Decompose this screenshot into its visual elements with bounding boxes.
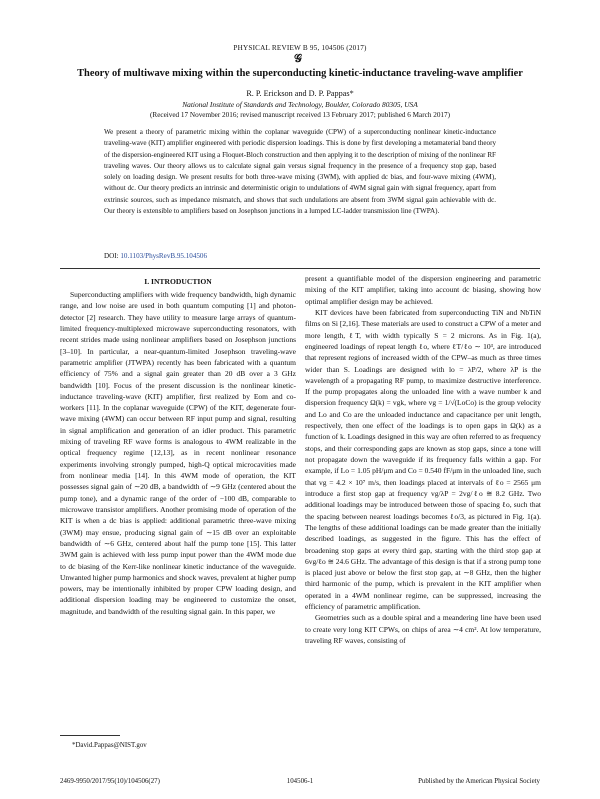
abstract: We present a theory of parametric mixing within the coplanar waveguide (CPW) of a superconducting nonlinear kinetic-inductance traveling-wave (KIT) amplifier engineered with periodic dispersion loadings. This is done by first developing a metamaterial band theory of the dispersion-engineered KIT using a Floquet-Bloch construction and then applying it to the description of mixing of the nonlinear RF traveling waves. Our theory allows us to calculate signal gain versus signal frequency in the presence of a frequency stop gap, based solely on loading design. We present results for both three-wave mixing (3WM), with applied dc bias, and four-wave mixing (4WM), without dc. Our theory predicts an intrinsic and deterministic origin to undulations of 4WM signal gain with signal frequency, apart from extrinsic sources, such as impedance mismatch, and shows that such undulations are absent from 3WM signal gain achievable with dc. Our theory is extensible to amplifiers based on Josephson junctions in a lumped LC-ladder transmission line (TWPA). [104, 128, 496, 216]
section-heading: I. INTRODUCTION [144, 277, 212, 286]
author-list: R. P. Erickson and D. P. Pappas* [246, 89, 354, 98]
journal-header: PHYSICAL REVIEW B 95, 104506 (2017) [233, 44, 367, 52]
footnote-email[interactable]: *David.Pappas@NIST.gov [72, 742, 147, 749]
footer-publisher: Published by the American Physical Society [418, 778, 540, 785]
continued-paragraph: present a quantifiable model of the dispersion engineering and parametric mixing of the KIT amplifier, taking into account dc biasing, showing how optimal amplifier design may be achieved. [305, 274, 541, 306]
kit-devices-paragraph: KIT devices have been fabricated from superconducting TiN and NbTiN films on Si [2,16]. These materials are used to construct a CPW of a meter and more length, ℓT, with width typically S = 2 microns. As in Fig. 1(a), engineered loadings of repeat length ℓo, where ℓT/ℓo ∼ 10³, are introduced that represent regions of increased width of the CPW–as much as three times wider than S. Loadings are designed with lo = λP/2, where λP is the wavelength of a propagating RF pump, to maximize destructive interference. If the pump propagates along the unloaded line with a wave number k and dispersion frequency Ω(k) = vgk, where vg = 1/√(LoCo) is the group velocity and Lo and Co are the unloaded inductance and capacitance per unit length, respectively, then one effect of the loadings is to open gaps in Ω(k) as a function of k. Loadings designed in this way are often referred to as frequency stops, and their corresponding gaps are known as stop gaps, since a tone will not propagate down the waveguide if its frequency falls within a gap. For example, if Lo = 1.05 pH/μm and Co = 0.540 fF/μm in the unloaded line, such that vg = 4.2 × 10⁷ m/s, then loadings placed at intervals of ℓo = 2565 μm introduce a first stop gap at frequency vg/λP = 2vg/ℓo ≅ 8.2 GHz. Two additional loadings may be introduced between those of spacing ℓo, such that the spacing between nearest loadings becomes ℓo/3, as pictured in Fig. 1(a). The lengths of these additional loadings can be made greater than the initially described loadings, as suggested in the figure. This has the effect of broadening stop gaps at every third gap, starting with the third stop gap at 6vg/ℓo ≅ 24.6 GHz. The advantage of this design is that if a strong pump tone is placed just above or below the first stop gap, at ∼8 GHz, then the higher third harmonic of the pump, which is prevalent in the KIT amplifier when operated in a 4WM nonlinear regime, can be suppressed, increasing the efficiency of parametric amplification. [305, 307, 541, 612]
right-column [305, 273, 541, 646]
footer-page-number: 104506-1 [286, 778, 314, 785]
publication-dates: (Received 17 November 2016; revised manuscript received 13 February 2017; published 6 March 2017) [150, 111, 450, 119]
doi-link[interactable]: 10.1103/PhysRevB.95.104506 [120, 252, 208, 260]
doi-label: DOI: [104, 252, 119, 260]
intro-paragraph: Superconducting amplifiers with wide frequency bandwidth, high dynamic range, and low noise are used in both quantum computing [1] and photon-detector [2] research. They have utility to measure large arrays of quantum-limited frequency-multiplexed microwave superconducting resonators, with recent strides made using nonlinear amplifiers based on Josephson junctions [3–10]. In particular, a near-quantum-limited Josephson traveling-wave parametric amplifier (JTWPA) recently has been fabricated with a quantum efficiency of 75% and a signal gain greater than 20 dB over a 3 GHz bandwidth [10]. Focus of the present discussion is the nonlinear kinetic-inductance traveling-wave (KIT) amplifier, first realized by Eom and co-workers [11]. In the coplanar waveguide (CPW) of the KIT, degenerate four-wave mixing (4WM) can occur between RF input pump and signal, resulting in signal amplification and generation of an idler product. This parametric mixing of traveling RF wave forms is analogous to 4WM realizable in the optical frequency regime [12,13], as in recent nonlinear resonance experiments involving strongly pumped, high-Q optical microcavities made from nonlinear media [14]. In this 4WM mode of operation, the KIT possesses signal gain of ∼20 dB, a bandwidth of ∼9 GHz (centered about the pump tone), and a dynamic range of the order of −100 dB, comparable to microwave transistor amplifiers. Another promising mode of operation of the KIT is when a dc bias is applied: additional parametric three-wave mixing (3WM) may ensue, producing signal gain of ∼15 dB over an exploitable bandwidth of ∼6 GHz, centered about half the pump tone [15]. This latter 3WM gain is achieved with less pump input power than the 4WM mode due to dc biasing of the Kerr-like nonlinear kinetic inductance of the waveguide. Unwanted higher pump harmonics and shock waves, prevalent at higher pump powers, may be intentionally inhibited by proper CPW loading design, and additional dispersion loading may be engineered to customize the onset, magnitude, and bandwidth of the resulting signal gain. In this paper, we [60, 290, 296, 616]
doi-line [104, 252, 207, 260]
left-column [60, 289, 296, 617]
journal-logo-icon: 𝒢 [294, 53, 302, 65]
footer-issn: 2469-9950/2017/95(10)/104506(27) [60, 778, 160, 785]
footnote-divider [60, 735, 120, 736]
paper-title: Theory of multiwave mixing within the superconducting kinetic-inductance traveling-wave amplifier [77, 68, 523, 79]
section-divider [60, 268, 540, 269]
geometries-paragraph: Geometries such as a double spiral and a meandering line have been used to create very long KIT CPWs, on chips of area ∼4 cm². At low temperature, traveling RF waves, consisting of [305, 613, 541, 645]
affiliation: National Institute of Standards and Technology, Boulder, Colorado 80305, USA [182, 100, 418, 109]
